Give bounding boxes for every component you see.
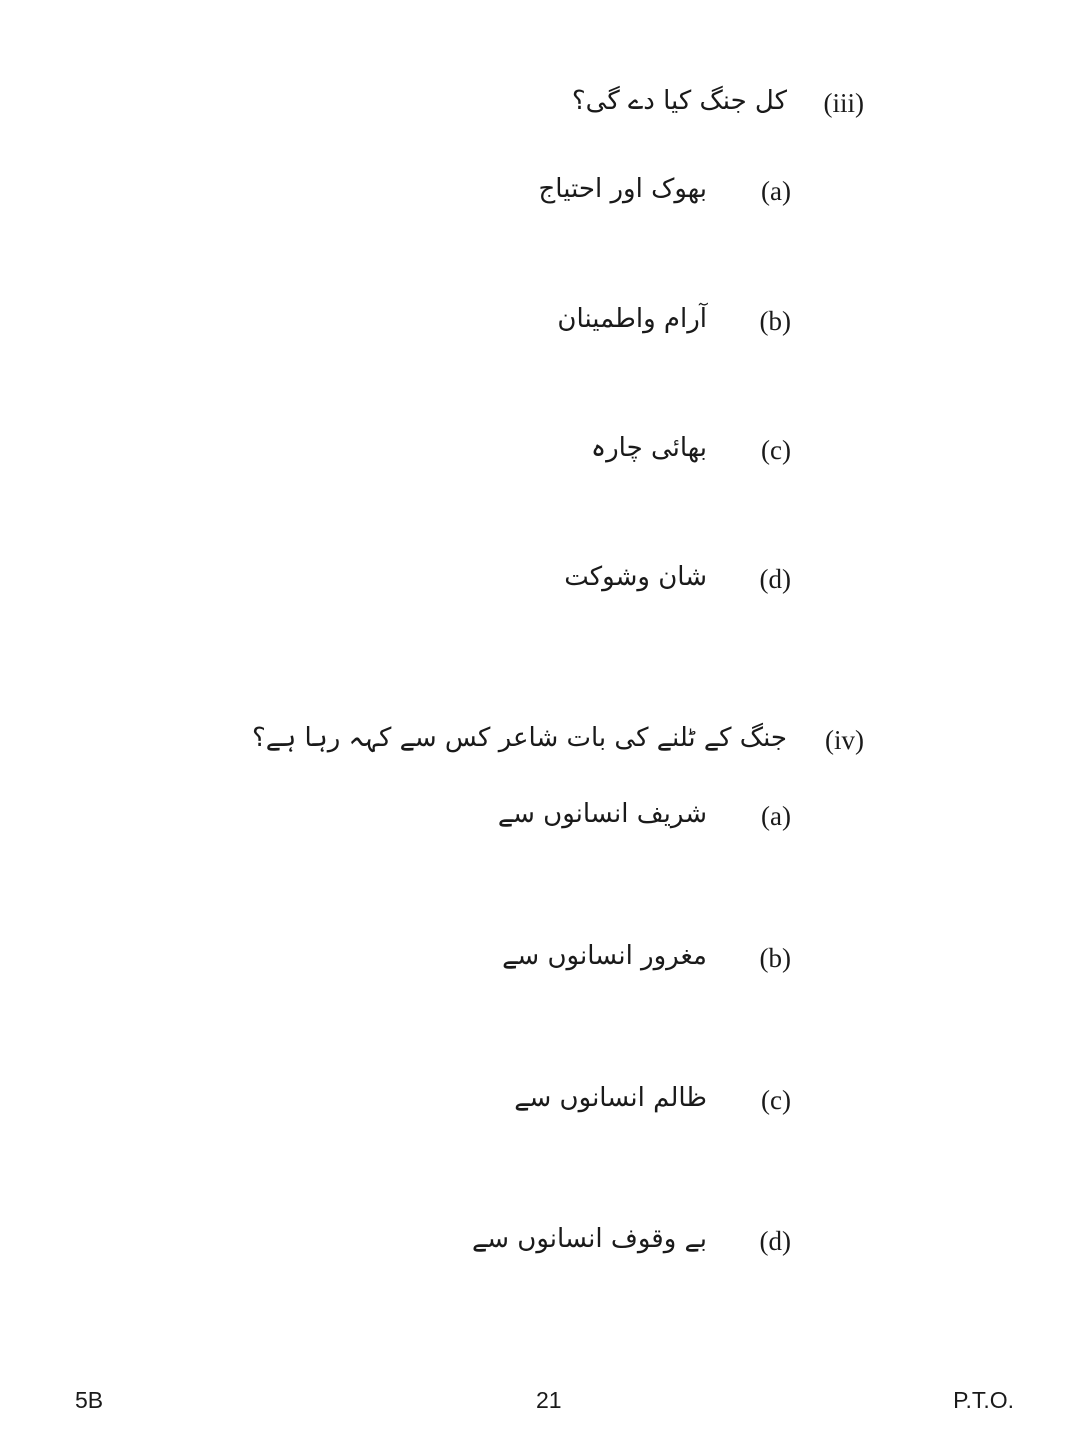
option-text: ظالم انسانوں سے (514, 1083, 707, 1113)
option-text: شریف انسانوں سے (497, 799, 707, 829)
option-label: (d) (759, 564, 791, 594)
page-number: 21 (536, 1387, 562, 1413)
option-label: (c) (761, 1085, 791, 1115)
option-label: (d) (759, 1226, 791, 1256)
please-turn-over: P.T.O. (953, 1387, 1014, 1413)
option-label: (b) (759, 943, 791, 973)
option-label: (c) (761, 435, 791, 465)
option-label: (a) (761, 801, 791, 831)
option-label: (b) (759, 306, 791, 336)
option-text: شان وشوکت (564, 562, 707, 592)
paper-code: 5B (75, 1387, 104, 1413)
option-text: بے وقوف انسانوں سے (472, 1224, 707, 1254)
question-number: (iv) (825, 725, 864, 755)
question-text: جنگ کے ٹلنے کی بات شاعر کس سے کہہ رہا ہے؟ (252, 723, 787, 753)
option-text: آرام واطمینان (557, 304, 707, 334)
option-label: (a) (761, 176, 791, 206)
question-number: (iii) (823, 88, 864, 118)
question-text: کل جنگ کیا دے گی؟ (571, 86, 787, 116)
option-text: بھائی چارہ (590, 433, 707, 463)
option-text: مغرور انسانوں سے (502, 941, 707, 971)
option-text: بھوک اور احتیاج (538, 174, 707, 204)
